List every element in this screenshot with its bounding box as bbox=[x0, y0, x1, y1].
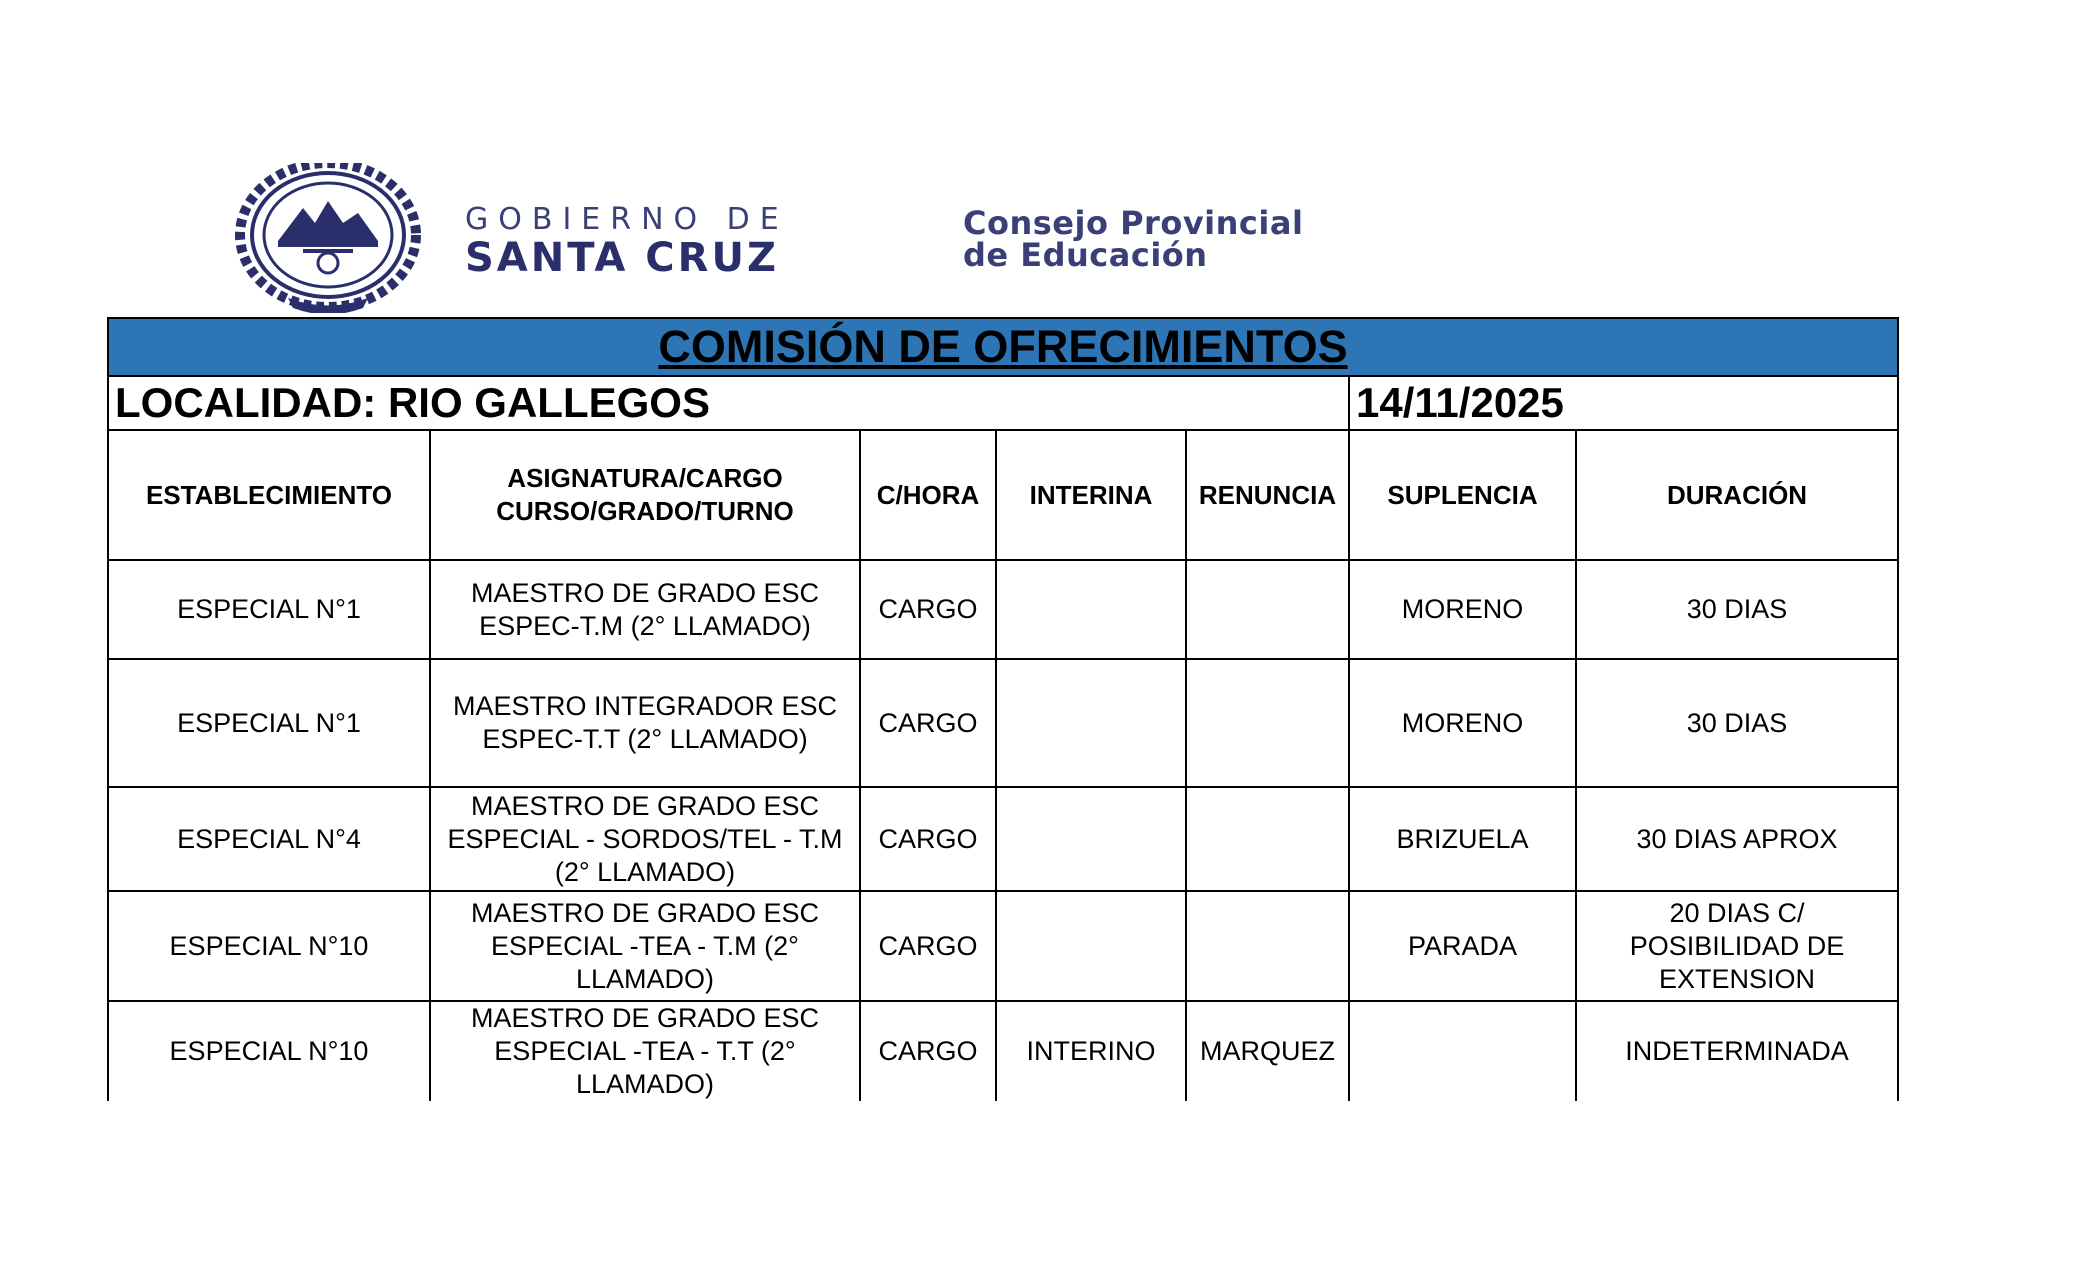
cell-establecimiento: ESPECIAL N°4 bbox=[108, 787, 430, 891]
cell-asignatura: MAESTRO DE GRADO ESC ESPEC-T.M (2° LLAMADO) bbox=[430, 560, 860, 659]
table-row bbox=[108, 891, 1898, 1001]
col-header-duracion: DURACIÓN bbox=[1576, 430, 1898, 560]
col-header-establecimiento: ESTABLECIMIENTO bbox=[108, 430, 430, 560]
cell-duracion: INDETERMINADA bbox=[1576, 1001, 1898, 1101]
cell-establecimiento: ESPECIAL N°10 bbox=[108, 1001, 430, 1101]
cell-suplencia: BRIZUELA bbox=[1349, 787, 1576, 891]
col-header-renuncia: RENUNCIA bbox=[1186, 430, 1349, 560]
cell-chora: CARGO bbox=[860, 891, 996, 1001]
cell-renuncia bbox=[1186, 659, 1349, 787]
cell-asignatura: MAESTRO DE GRADO ESC ESPECIAL -TEA - T.M (2° LLAMADO) bbox=[430, 891, 860, 1001]
col-header-suplencia: SUPLENCIA bbox=[1349, 430, 1576, 560]
cell-duracion: 30 DIAS bbox=[1576, 659, 1898, 787]
cell-chora: CARGO bbox=[860, 1001, 996, 1101]
title-row bbox=[108, 318, 1898, 376]
table-row bbox=[108, 1001, 1898, 1101]
cell-suplencia bbox=[1349, 1001, 1576, 1101]
table-row bbox=[108, 560, 1898, 659]
cell-interina: INTERINO bbox=[996, 1001, 1186, 1101]
locality-label: LOCALIDAD: RIO GALLEGOS bbox=[108, 376, 1349, 430]
cell-renuncia bbox=[1186, 891, 1349, 1001]
table-row bbox=[108, 787, 1898, 891]
cell-asignatura: MAESTRO DE GRADO ESC ESPECIAL - SORDOS/TEL - T.M (2° LLAMADO) bbox=[430, 787, 860, 891]
cell-interina bbox=[996, 787, 1186, 891]
locality-row bbox=[108, 376, 1898, 430]
col-header-interina: INTERINA bbox=[996, 430, 1186, 560]
cell-suplencia: MORENO bbox=[1349, 659, 1576, 787]
cell-duracion: 30 DIAS bbox=[1576, 560, 1898, 659]
cell-duracion: 30 DIAS APROX bbox=[1576, 787, 1898, 891]
santa-cruz-seal-icon bbox=[233, 163, 423, 313]
cell-interina bbox=[996, 560, 1186, 659]
col-header-chora: C/HORA bbox=[860, 430, 996, 560]
government-line1: GOBIERNO DE bbox=[465, 202, 789, 237]
cell-asignatura: MAESTRO INTEGRADOR ESC ESPEC-T.T (2° LLAMADO) bbox=[430, 659, 860, 787]
cell-establecimiento: ESPECIAL N°10 bbox=[108, 891, 430, 1001]
council-logotype bbox=[963, 204, 1304, 274]
government-line2: SANTA CRUZ bbox=[465, 235, 779, 281]
cell-renuncia bbox=[1186, 787, 1349, 891]
cell-chora: CARGO bbox=[860, 787, 996, 891]
government-logotype bbox=[465, 203, 789, 279]
cell-asignatura: MAESTRO DE GRADO ESC ESPECIAL -TEA - T.T (2° LLAMADO) bbox=[430, 1001, 860, 1101]
cell-chora: CARGO bbox=[860, 560, 996, 659]
document-date: 14/11/2025 bbox=[1349, 376, 1898, 430]
cell-suplencia: PARADA bbox=[1349, 891, 1576, 1001]
cell-renuncia bbox=[1186, 560, 1349, 659]
logo-header bbox=[233, 163, 1383, 313]
cell-renuncia: MARQUEZ bbox=[1186, 1001, 1349, 1101]
cell-interina bbox=[996, 891, 1186, 1001]
document-title: COMISIÓN DE OFRECIMIENTOS bbox=[108, 318, 1898, 376]
cell-interina bbox=[996, 659, 1186, 787]
col-header-asignatura: ASIGNATURA/CARGO CURSO/GRADO/TURNO bbox=[430, 430, 860, 560]
cell-chora: CARGO bbox=[860, 659, 996, 787]
council-line1: Consejo Provincial bbox=[963, 204, 1304, 242]
column-header-row bbox=[108, 430, 1898, 560]
table-row bbox=[108, 659, 1898, 787]
cell-establecimiento: ESPECIAL N°1 bbox=[108, 659, 430, 787]
offers-table bbox=[107, 317, 1899, 1101]
cell-duracion: 20 DIAS C/ POSIBILIDAD DE EXTENSION bbox=[1576, 891, 1898, 1001]
cell-suplencia: MORENO bbox=[1349, 560, 1576, 659]
council-line2: de Educación bbox=[963, 236, 1208, 274]
cell-establecimiento: ESPECIAL N°1 bbox=[108, 560, 430, 659]
